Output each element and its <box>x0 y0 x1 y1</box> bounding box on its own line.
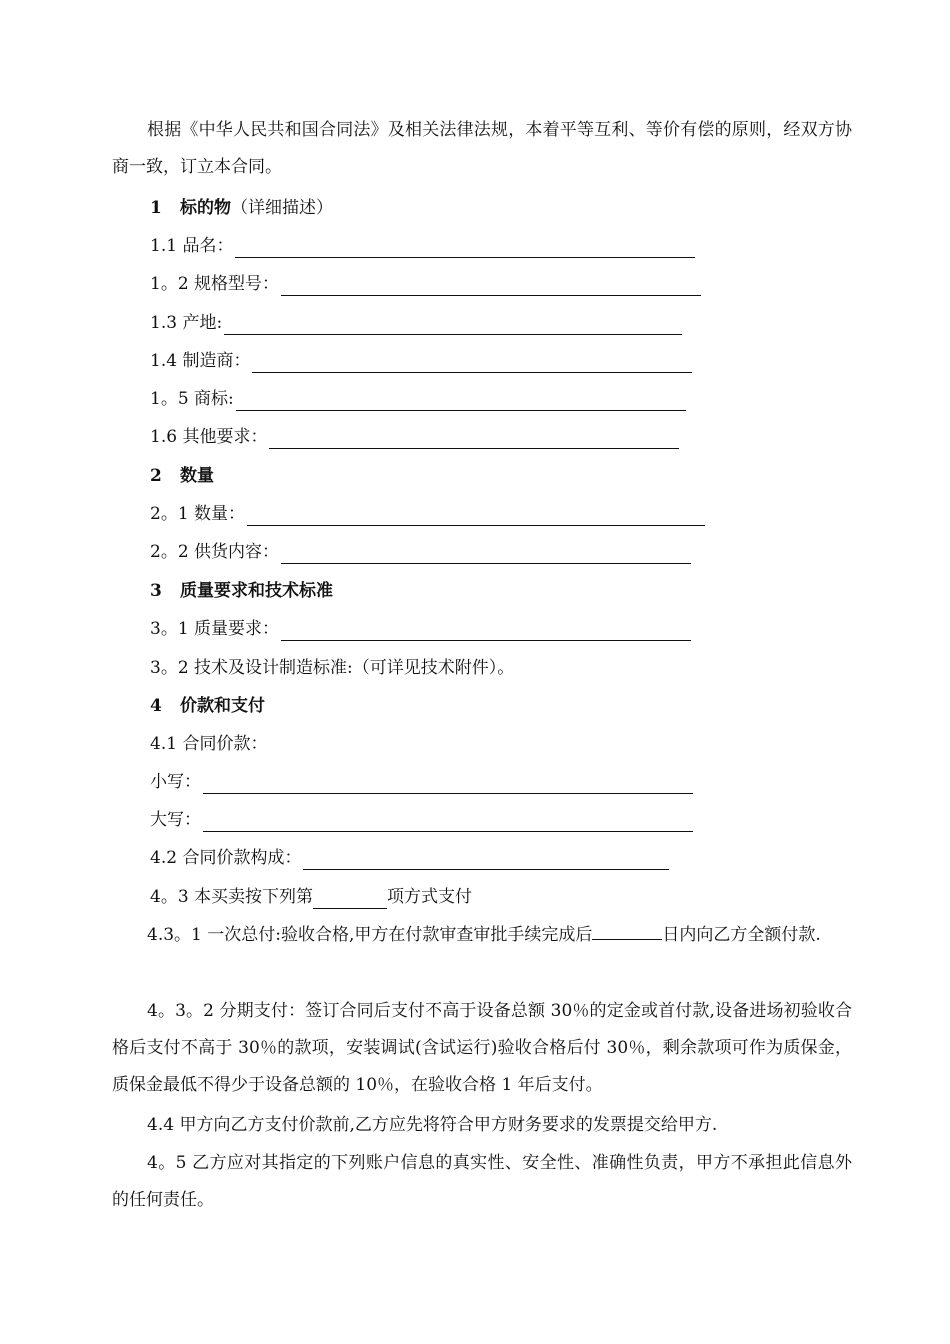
section-2-number: 2 <box>150 466 162 486</box>
contract-price-label <box>150 732 267 756</box>
item-3-1-fill-line[interactable] <box>281 622 691 641</box>
payment-method-fill-line[interactable] <box>313 890 387 909</box>
item-2-1-label: 2。1 数量： <box>150 504 246 524</box>
price-lowercase-fill-line[interactable] <box>203 775 693 794</box>
section-4-heading <box>150 694 265 718</box>
item-1-5-fill-line[interactable] <box>236 392 686 411</box>
item-2-2-label: 2。2 供货内容： <box>150 542 280 562</box>
item-1-4-label: 1.4 制造商： <box>150 351 251 371</box>
item-2-1 <box>150 502 705 526</box>
price-composition-fill-line[interactable] <box>303 851 669 870</box>
item-1-3-label: 1.3 产地: <box>150 313 223 333</box>
section-1-title: 标的物 <box>180 198 231 218</box>
item-1-3-fill-line[interactable] <box>224 316 682 335</box>
item-3-2-label: 3。2 技术及设计制造标准:（可详见技术附件）。 <box>150 658 515 678</box>
item-2-1-fill-line[interactable] <box>247 507 705 526</box>
item-1-2 <box>150 272 701 296</box>
price-uppercase <box>150 808 693 832</box>
item-1-6 <box>150 425 679 449</box>
section-1-number: 1 <box>150 198 162 218</box>
payment-method <box>150 885 472 909</box>
item-3-2 <box>150 656 514 680</box>
section-4-title: 价款和支付 <box>180 696 265 716</box>
intro-paragraph: 根据《中华人民共和国合同法》及相关法律法规，本着平等互利、等价有偿的原则，经双方协商一致，订立本合同。 <box>112 120 852 177</box>
item-2-2-fill-line[interactable] <box>281 545 691 564</box>
lump-sum-prefix: 4.3。1 一次总付:验收合格,甲方在付款审查审批手续完成后 <box>147 925 593 945</box>
item-1-6-fill-line[interactable] <box>269 430 679 449</box>
price-lowercase-label: 小写： <box>150 772 201 792</box>
item-1-6-label: 1.6 其他要求： <box>150 427 268 447</box>
section-2-title: 数量 <box>180 466 214 486</box>
payment-method-prefix: 4。3 本买卖按下列第 <box>150 887 314 907</box>
item-1-1 <box>150 234 695 258</box>
contract-price-text: 4.1 合同价款： <box>150 734 268 754</box>
section-1-title-note: （详细描述） <box>231 198 333 218</box>
item-1-2-fill-line[interactable] <box>281 277 701 296</box>
section-3-heading <box>150 579 333 603</box>
section-3-title: 质量要求和技术标准 <box>180 581 333 601</box>
account-paragraph: 4。5 乙方应对其指定的下列账户信息的真实性、安全性、准确性负责，甲方不承担此信息外的任何责任。 <box>112 1153 852 1210</box>
price-composition-label: 4.2 合同价款构成： <box>150 848 302 868</box>
item-1-2-label: 1。2 规格型号： <box>150 274 280 294</box>
price-uppercase-fill-line[interactable] <box>203 813 693 832</box>
item-1-3 <box>150 311 682 335</box>
section-4-number: 4 <box>150 696 162 716</box>
section-1-heading <box>150 196 333 220</box>
lump-sum-paragraph <box>112 917 852 954</box>
item-3-1 <box>150 617 691 641</box>
price-lowercase <box>150 770 693 794</box>
payment-method-suffix: 项方式支付 <box>387 887 473 907</box>
item-1-1-fill-line[interactable] <box>235 239 695 258</box>
section-2-heading <box>150 464 214 488</box>
section-3-number: 3 <box>150 581 162 601</box>
price-uppercase-label: 大写： <box>150 810 201 830</box>
item-1-5 <box>150 387 686 411</box>
installment-paragraph: 4。3。2 分期支付：签订合同后支付不高于设备总额 30％的定金或首付款,设备进场初验收合格后支付不高于 30％的款项，安装调试(含试运行)验收合格后付 30％，剩余款项可作为质保金，质保金最低不得少于设备总额的 10％，在验收合格 1 年后支付。 <box>112 1001 852 1095</box>
item-1-4-fill-line[interactable] <box>252 354 692 373</box>
lump-sum-suffix: 日内向乙方全额付款. <box>662 925 821 945</box>
item-3-1-label: 3。1 质量要求： <box>150 619 280 639</box>
item-2-2 <box>150 540 691 564</box>
item-1-5-label: 1。5 商标: <box>150 389 234 409</box>
item-1-4 <box>150 349 692 373</box>
lump-sum-days-fill-line[interactable] <box>592 923 662 940</box>
item-1-1-label: 1.1 品名： <box>150 236 234 256</box>
price-composition <box>150 846 669 870</box>
invoice-paragraph: 4.4 甲方向乙方支付价款前,乙方应先将符合甲方财务要求的发票提交给甲方. <box>147 1115 718 1135</box>
